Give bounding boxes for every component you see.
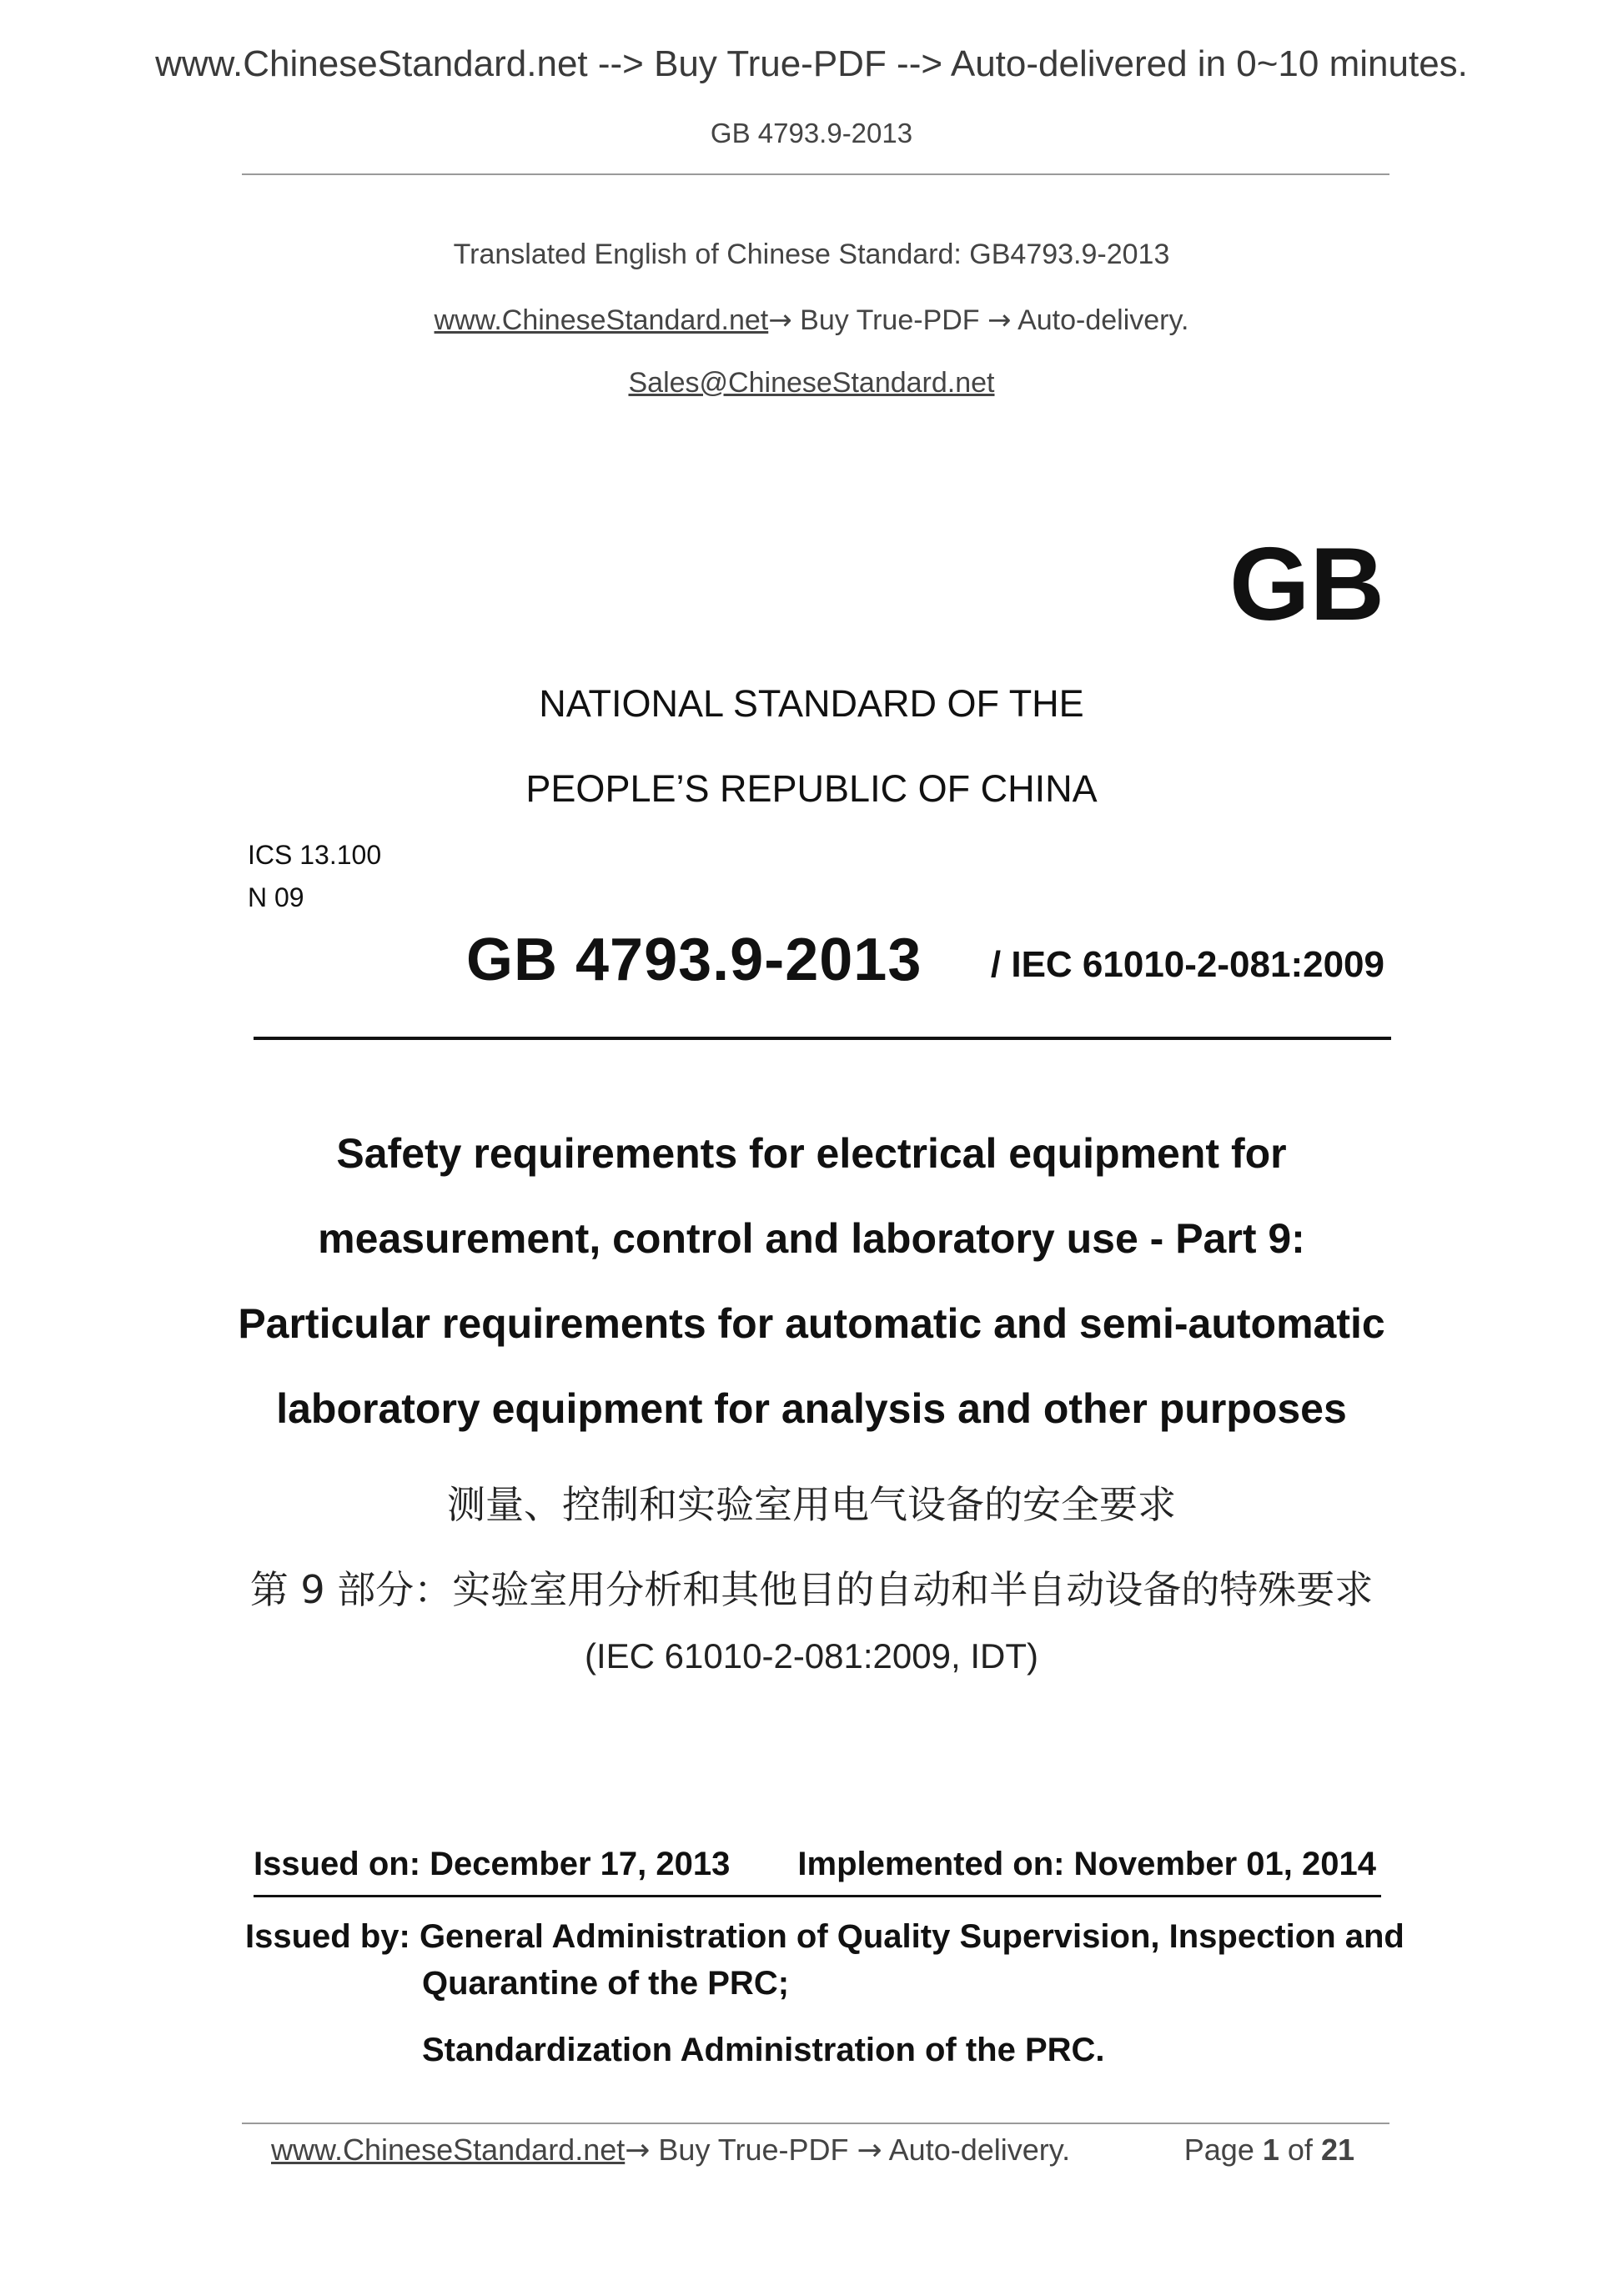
footer-auto-text: Auto-delivery. [882, 2133, 1071, 2167]
header-standard-code: GB 4793.9-2013 [710, 118, 913, 148]
class-code: N 09 [248, 882, 304, 912]
page-indicator [1184, 2133, 1354, 2168]
title-line-1: Safety requirements for electrical equipment for [336, 1130, 1287, 1177]
chinese-title-line1: 测量、控制和实验室用电气设备的安全要求 [447, 1482, 1176, 1527]
footer-links [271, 2133, 1070, 2168]
issued-on: Issued on: December 17, 2013 [254, 1846, 731, 1882]
chinese-title-line2: 第 9 部分：实验室用分析和其他目的自动和半自动设备的特殊要求 [249, 1567, 1374, 1612]
top-banner: www.ChineseStandard.net --> Buy True-PDF --> Auto-delivered in 0~10 minutes. [155, 43, 1468, 84]
title-line-3: Particular requirements for automatic and semi-automatic [238, 1300, 1385, 1347]
arrow-right-icon: → [857, 2133, 882, 2168]
arrow-right-icon: → [987, 304, 1012, 337]
footer-divider [242, 2123, 1389, 2124]
standard-number: GB 4793.9-2013 [466, 927, 922, 993]
title-divider [254, 1037, 1391, 1040]
email-link[interactable]: Sales@ChineseStandard.net [628, 367, 995, 399]
issued-by-line3: Standardization Administration of the PRC. [422, 2032, 1105, 2068]
iec-reference: / IEC 61010-2-081:2009 [990, 944, 1384, 985]
ics-code: ICS 13.100 [248, 840, 382, 870]
footer-buy-text: Buy True-PDF [650, 2133, 857, 2167]
arrow-right-icon: → [625, 2133, 651, 2168]
gb-mark: GB [1229, 527, 1384, 642]
footer-site-link[interactable]: www.ChineseStandard.net [271, 2133, 626, 2167]
implemented-on: Implemented on: November 01, 2014 [797, 1846, 1376, 1882]
issued-by-line1: Issued by: General Administration of Quality Supervision, Inspection and [245, 1918, 1404, 1955]
issued-by-line2: Quarantine of the PRC; [422, 1965, 790, 2002]
translated-line: Translated English of Chinese Standard: GB4793.9-2013 [453, 239, 1170, 270]
title-line-2: measurement, control and laboratory use - Part 9: [318, 1215, 1305, 1262]
site-link[interactable]: www.ChineseStandard.net [434, 304, 769, 336]
buy-line [0, 304, 1623, 337]
page-number: 1 [1262, 2133, 1279, 2167]
title-line-4: laboratory equipment for analysis and other purposes [276, 1385, 1347, 1432]
of-label: of [1287, 2133, 1313, 2167]
national-standard-line1: NATIONAL STANDARD OF THE [539, 682, 1084, 725]
idt-reference: (IEC 61010-2-081:2009, IDT) [585, 1636, 1038, 1676]
email-line [0, 367, 1623, 399]
header-divider [242, 173, 1389, 175]
national-standard-line2: PEOPLE’S REPUBLIC OF CHINA [525, 767, 1098, 810]
buy-text: Buy True-PDF [791, 304, 988, 336]
arrow-right-icon: → [768, 304, 792, 337]
page-total: 21 [1320, 2133, 1354, 2167]
page-label: Page [1183, 2133, 1254, 2167]
auto-text: Auto-delivery. [1011, 304, 1189, 336]
dates-divider [254, 1895, 1381, 1897]
